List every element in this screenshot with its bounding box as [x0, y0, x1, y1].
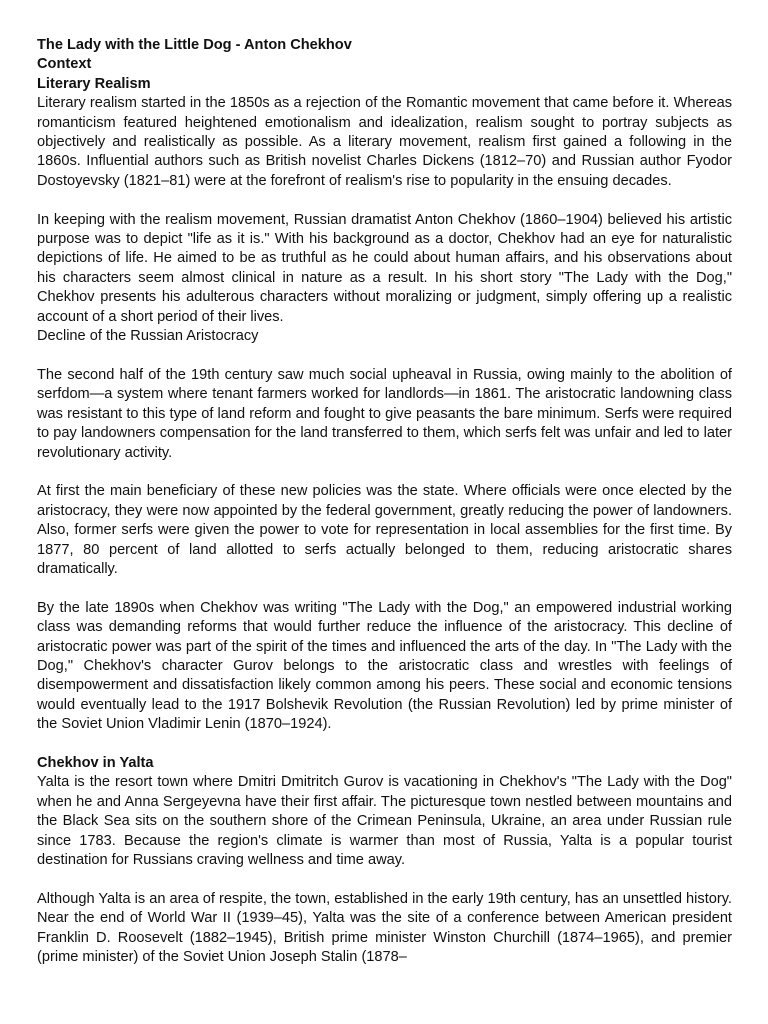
document-page — [37, 36, 732, 967]
chekhov-in-yalta-heading: Chekhov in Yalta — [37, 754, 154, 771]
literary-realism-heading: Literary Realism — [37, 75, 151, 92]
paragraph-gap — [37, 735, 732, 754]
paragraph-realism-origins: Literary realism started in the 1850s as a rejection of the Romantic movement that came before it. Whereas romanticism featured heightened emotionalism and idealization, realism sought to portray subjects as objectively and realistically as possible. As a literary movement, realism first gained a following in the 1860s. Influential authors such as British novelist Charles Dickens (1812–70) and Russian author Fyodor Dostoyevsky (1821–81) were at the forefront of realism's rise to popularity in the ensuing decades. — [37, 95, 732, 189]
context-heading: Context — [37, 56, 92, 73]
paragraph-chekhov-realism: In keeping with the realism movement, Russian dramatist Anton Chekhov (1860–1904) believed his artistic purpose was to depict "life as it is." With his background as a doctor, Chekhov had an eye for naturalistic depictions of life. He aimed to be as truthful as he could about human affairs, and his observations about his characters seem almost clinical in nature as a result. In his short story "The Lady with the Dog," Chekhov presents his adulterous characters without moralizing or judgment, simply offering up a realistic account of a short period of their lives. — [37, 211, 732, 325]
paragraph-yalta-history: Although Yalta is an area of respite, the town, established in the early 19th century, has an unsettled history. Near the end of World War II (1939–45), Yalta was the site of a conference between American president Franklin D. Roosevelt (1882–1945), British prime minister Winston Churchill (1874–1965), and premier (prime minister) of the Soviet Union Joseph Stalin (1878– — [37, 890, 732, 965]
decline-aristocracy-heading: Decline of the Russian Aristocracy — [37, 328, 259, 345]
paragraph-gap — [37, 579, 732, 598]
paragraph-working-class: By the late 1890s when Chekhov was writing "The Lady with the Dog," an empowered industrial working class was demanding reforms that would further reduce the influence of the aristocracy. This decline of aristocratic power was part of the spirit of the times and influenced the arts of the day. In "The Lady with the Dog," Chekhov's character Gurov belongs to the aristocratic class and wrestles with feelings of disempowerment and dissatisfaction likely common among his peers. These social and economic tensions would eventually lead to the 1917 Bolshevik Revolution (the Russian Revolution) led by prime minister of the Soviet Union Vladimir Lenin (1870–1924). — [37, 599, 732, 733]
paragraph-gap — [37, 346, 732, 365]
paragraph-gap — [37, 191, 732, 210]
paragraph-serfdom-abolition: The second half of the 19th century saw much social upheaval in Russia, owing mainly to the abolition of serfdom—a system where tenant farmers worked for landlords—in 1861. The aristocratic landowning class was resistant to this type of land reform and fought to give peasants the bare minimum. Serfs were required to pay landowners compensation for the land transferred to them, which serfs felt was unfair and led to later revolutionary activity. — [37, 366, 732, 461]
paragraph-yalta-resort: Yalta is the resort town where Dmitri Dmitritch Gurov is vacationing in Chekhov's "The Lady with the Dog" when he and Anna Sergeyevna have their first affair. The picturesque town nestled between mountains and the Black Sea sits on the southern shore of the Crimean Peninsula, Ukraine, an area under Russian rule since 1783. Because the region's climate is warmer than most of Russia, Yalta is a popular tourist destination for Russians craving wellness and time away. — [37, 774, 732, 868]
paragraph-gap — [37, 870, 732, 889]
paragraph-gap — [37, 463, 732, 482]
paragraph-state-beneficiary: At first the main beneficiary of these new policies was the state. Where officials were once elected by the aristocracy, they were now appointed by the federal government, greatly reducing the power of landowners. Also, former serfs were given the power to vote for representation in local assemblies for the first time. By 1877, 80 percent of land allotted to serfs actually belonged to them, reducing aristocratic shares dramatically. — [37, 483, 732, 577]
document-title: The Lady with the Little Dog - Anton Chekhov — [37, 37, 352, 53]
